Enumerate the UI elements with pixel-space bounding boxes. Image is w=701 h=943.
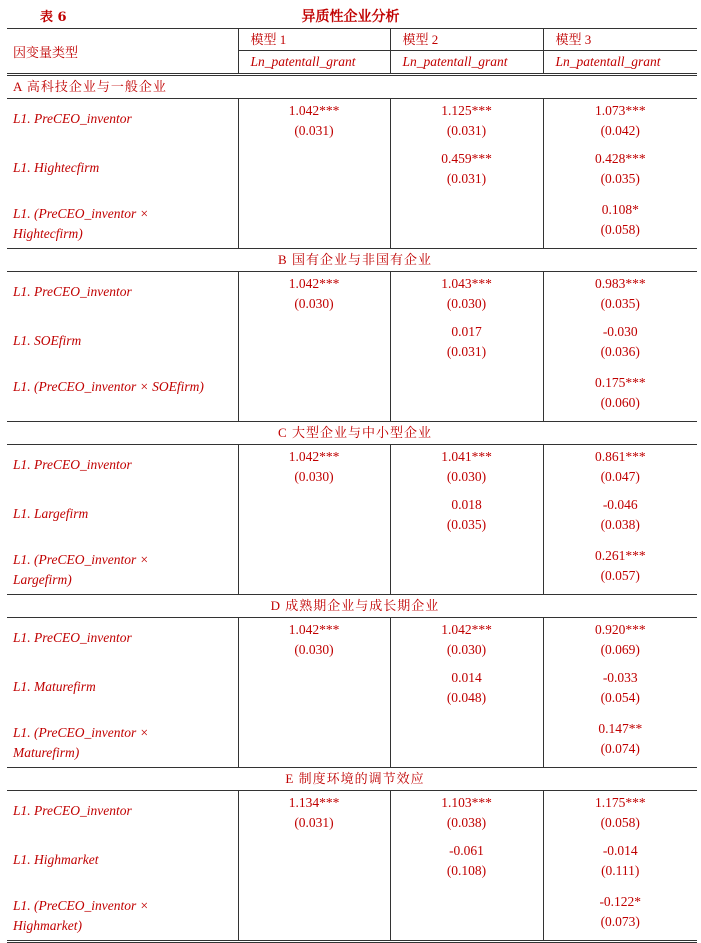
standard-error: (0.047) [600,469,640,484]
table-row [7,668,697,719]
model-1-value [238,495,390,546]
variable-line: L1. (PreCEO_inventor × [13,552,149,567]
model-3-value [543,495,697,546]
coefficient: 1.042*** [288,622,340,637]
model-3-value [543,272,697,323]
variable-name [7,272,238,323]
standard-error: (0.074) [600,741,640,756]
standard-error: (0.058) [600,222,640,237]
standard-error: (0.108) [446,863,487,878]
variable-name [7,149,238,200]
section-title: D 成熟期企业与成长期企业 [7,595,697,618]
variable-line: L1. Largefirm [13,506,89,521]
section-title: C 大型企业与中小型企业 [7,422,697,445]
model-1-header: 模型 1 [238,29,390,51]
model-1-value [238,99,390,150]
variable-line: L1. Highmarket [13,852,99,867]
variable-name [7,719,238,768]
section-title: B 国有企业与非国有企业 [7,249,697,272]
table-row [7,495,697,546]
variable-line: L1. Hightecfirm [13,160,100,175]
variable-name [7,322,238,373]
coefficient: 1.134*** [288,795,340,810]
coefficient: -0.122* [599,894,642,909]
standard-error: (0.054) [600,690,640,705]
coefficient: 1.042*** [288,103,340,118]
table-caption [0,6,701,26]
variable-line: Hightecfirm) [13,226,83,241]
dep-var-1: Ln_patentall_grant [238,51,390,75]
coefficient: 1.103*** [441,795,492,810]
model-3-value [543,719,697,768]
standard-error: (0.030) [294,642,334,657]
variable-line: L1. (PreCEO_inventor × [13,898,149,913]
coefficient: 1.041*** [441,449,492,464]
standard-error: (0.035) [446,517,487,532]
standard-error: (0.035) [600,296,640,311]
variable-name [7,546,238,595]
model-2-value [390,200,543,249]
dep-var-3: Ln_patentall_grant [543,51,697,75]
model-2-value [390,546,543,595]
model-2-value [390,322,543,373]
coefficient: 0.014 [451,670,482,685]
variable-line: Highmarket) [13,918,82,933]
variable-name [7,668,238,719]
variable-name [7,99,238,150]
standard-error: (0.031) [446,123,487,138]
model-3-value [543,200,697,249]
standard-error: (0.030) [294,296,334,311]
row-label-header: 因变量类型 [7,29,238,75]
coefficient: 0.459*** [441,151,492,166]
dep-var-2: Ln_patentall_grant [390,51,543,75]
variable-line: L1. PreCEO_inventor [13,284,132,299]
variable-name [7,841,238,892]
model-2-value [390,618,543,669]
coefficient: 0.920*** [594,622,646,637]
variable-line: Largefirm) [13,572,72,587]
coefficient: 0.108* [601,202,639,217]
coefficient: 0.147** [598,721,643,736]
model-2-header: 模型 2 [390,29,543,51]
variable-line: L1. SOEfirm [13,333,82,348]
coefficient: -0.061 [449,843,484,858]
variable-line: L1. PreCEO_inventor [13,111,132,126]
model-1-value [238,719,390,768]
model-2-value [390,495,543,546]
coefficient: -0.014 [602,843,638,858]
model-1-value [238,668,390,719]
table-row [7,200,697,249]
coefficient: 1.125*** [441,103,492,118]
coefficient: 0.983*** [594,276,646,291]
standard-error: (0.038) [446,815,487,830]
standard-error: (0.058) [600,815,640,830]
model-3-value [543,322,697,373]
table-row [7,149,697,200]
standard-error: (0.073) [600,914,640,929]
coefficient: 1.073*** [594,103,646,118]
model-1-value [238,445,390,496]
model-2-value [390,892,543,942]
model-2-value [390,719,543,768]
variable-line: L1. (PreCEO_inventor × SOEfirm) [13,379,204,394]
model-1-value [238,272,390,323]
model-1-value [238,149,390,200]
model-2-value [390,841,543,892]
variable-line: L1. Maturefirm [13,679,96,694]
standard-error: (0.030) [294,469,334,484]
model-2-value [390,272,543,323]
model-2-value [390,791,543,842]
section-title: A 高科技企业与一般企业 [7,75,697,99]
model-2-value [390,445,543,496]
model-2-value [390,668,543,719]
coefficient: -0.046 [602,497,638,512]
model-3-value [543,373,697,422]
table-row [7,322,697,373]
coefficient: 0.017 [451,324,482,339]
model-2-value [390,373,543,422]
model-1-value [238,373,390,422]
model-3-value [543,791,697,842]
coefficient: 1.042*** [288,449,340,464]
model-3-value [543,668,697,719]
coefficient: 1.175*** [594,795,646,810]
model-3-value [543,546,697,595]
table-row [7,719,697,768]
coefficient: -0.030 [602,324,638,339]
standard-error: (0.030) [446,469,487,484]
coefficient: 0.861*** [594,449,646,464]
variable-line: L1. (PreCEO_inventor × [13,725,149,740]
table-row [7,618,697,669]
standard-error: (0.042) [600,123,640,138]
coefficient: 1.042*** [288,276,340,291]
standard-error: (0.069) [600,642,640,657]
model-3-header: 模型 3 [543,29,697,51]
variable-line: L1. PreCEO_inventor [13,630,132,645]
coefficient: 1.042*** [441,622,492,637]
model-1-value [238,892,390,942]
regression-table [7,28,697,943]
coefficient: 1.043*** [441,276,492,291]
table-row [7,445,697,496]
variable-name [7,618,238,669]
variable-line: L1. (PreCEO_inventor × [13,206,149,221]
model-3-value [543,445,697,496]
table-row [7,791,697,842]
standard-error: (0.031) [294,123,334,138]
table-row [7,373,697,422]
model-3-value [543,892,697,942]
table-row [7,99,697,150]
model-2-value [390,99,543,150]
model-3-value [543,618,697,669]
variable-name [7,200,238,249]
variable-name [7,373,238,422]
table-label: 表 6 [40,10,67,25]
variable-line: L1. PreCEO_inventor [13,803,132,818]
variable-name [7,892,238,942]
standard-error: (0.038) [600,517,640,532]
standard-error: (0.048) [446,690,487,705]
standard-error: (0.035) [600,171,640,186]
standard-error: (0.111) [601,863,640,878]
table-row [7,892,697,942]
model-1-value [238,841,390,892]
coefficient: 0.018 [451,497,482,512]
table-row [7,841,697,892]
coefficient: 0.175*** [594,375,646,390]
variable-name [7,495,238,546]
model-3-value [543,841,697,892]
coefficient: -0.033 [602,670,638,685]
standard-error: (0.031) [446,171,487,186]
model-3-value [543,149,697,200]
variable-line: L1. PreCEO_inventor [13,457,132,472]
standard-error: (0.036) [600,344,640,359]
table-title: 异质性企业分析 [301,9,400,25]
table-row [7,272,697,323]
coefficient: 0.261*** [594,548,646,563]
section-title: E 制度环境的调节效应 [7,768,697,791]
model-1-value [238,200,390,249]
model-2-value [390,149,543,200]
standard-error: (0.031) [294,815,334,830]
variable-line: Maturefirm) [13,745,80,760]
standard-error: (0.030) [446,296,487,311]
table-row [7,546,697,595]
model-1-value [238,322,390,373]
variable-name [7,791,238,842]
model-1-value [238,791,390,842]
coefficient: 0.428*** [594,151,646,166]
standard-error: (0.031) [446,344,487,359]
model-1-value [238,546,390,595]
model-1-value [238,618,390,669]
standard-error: (0.057) [600,568,640,583]
standard-error: (0.030) [446,642,487,657]
standard-error: (0.060) [600,395,640,410]
model-3-value [543,99,697,150]
variable-name [7,445,238,496]
